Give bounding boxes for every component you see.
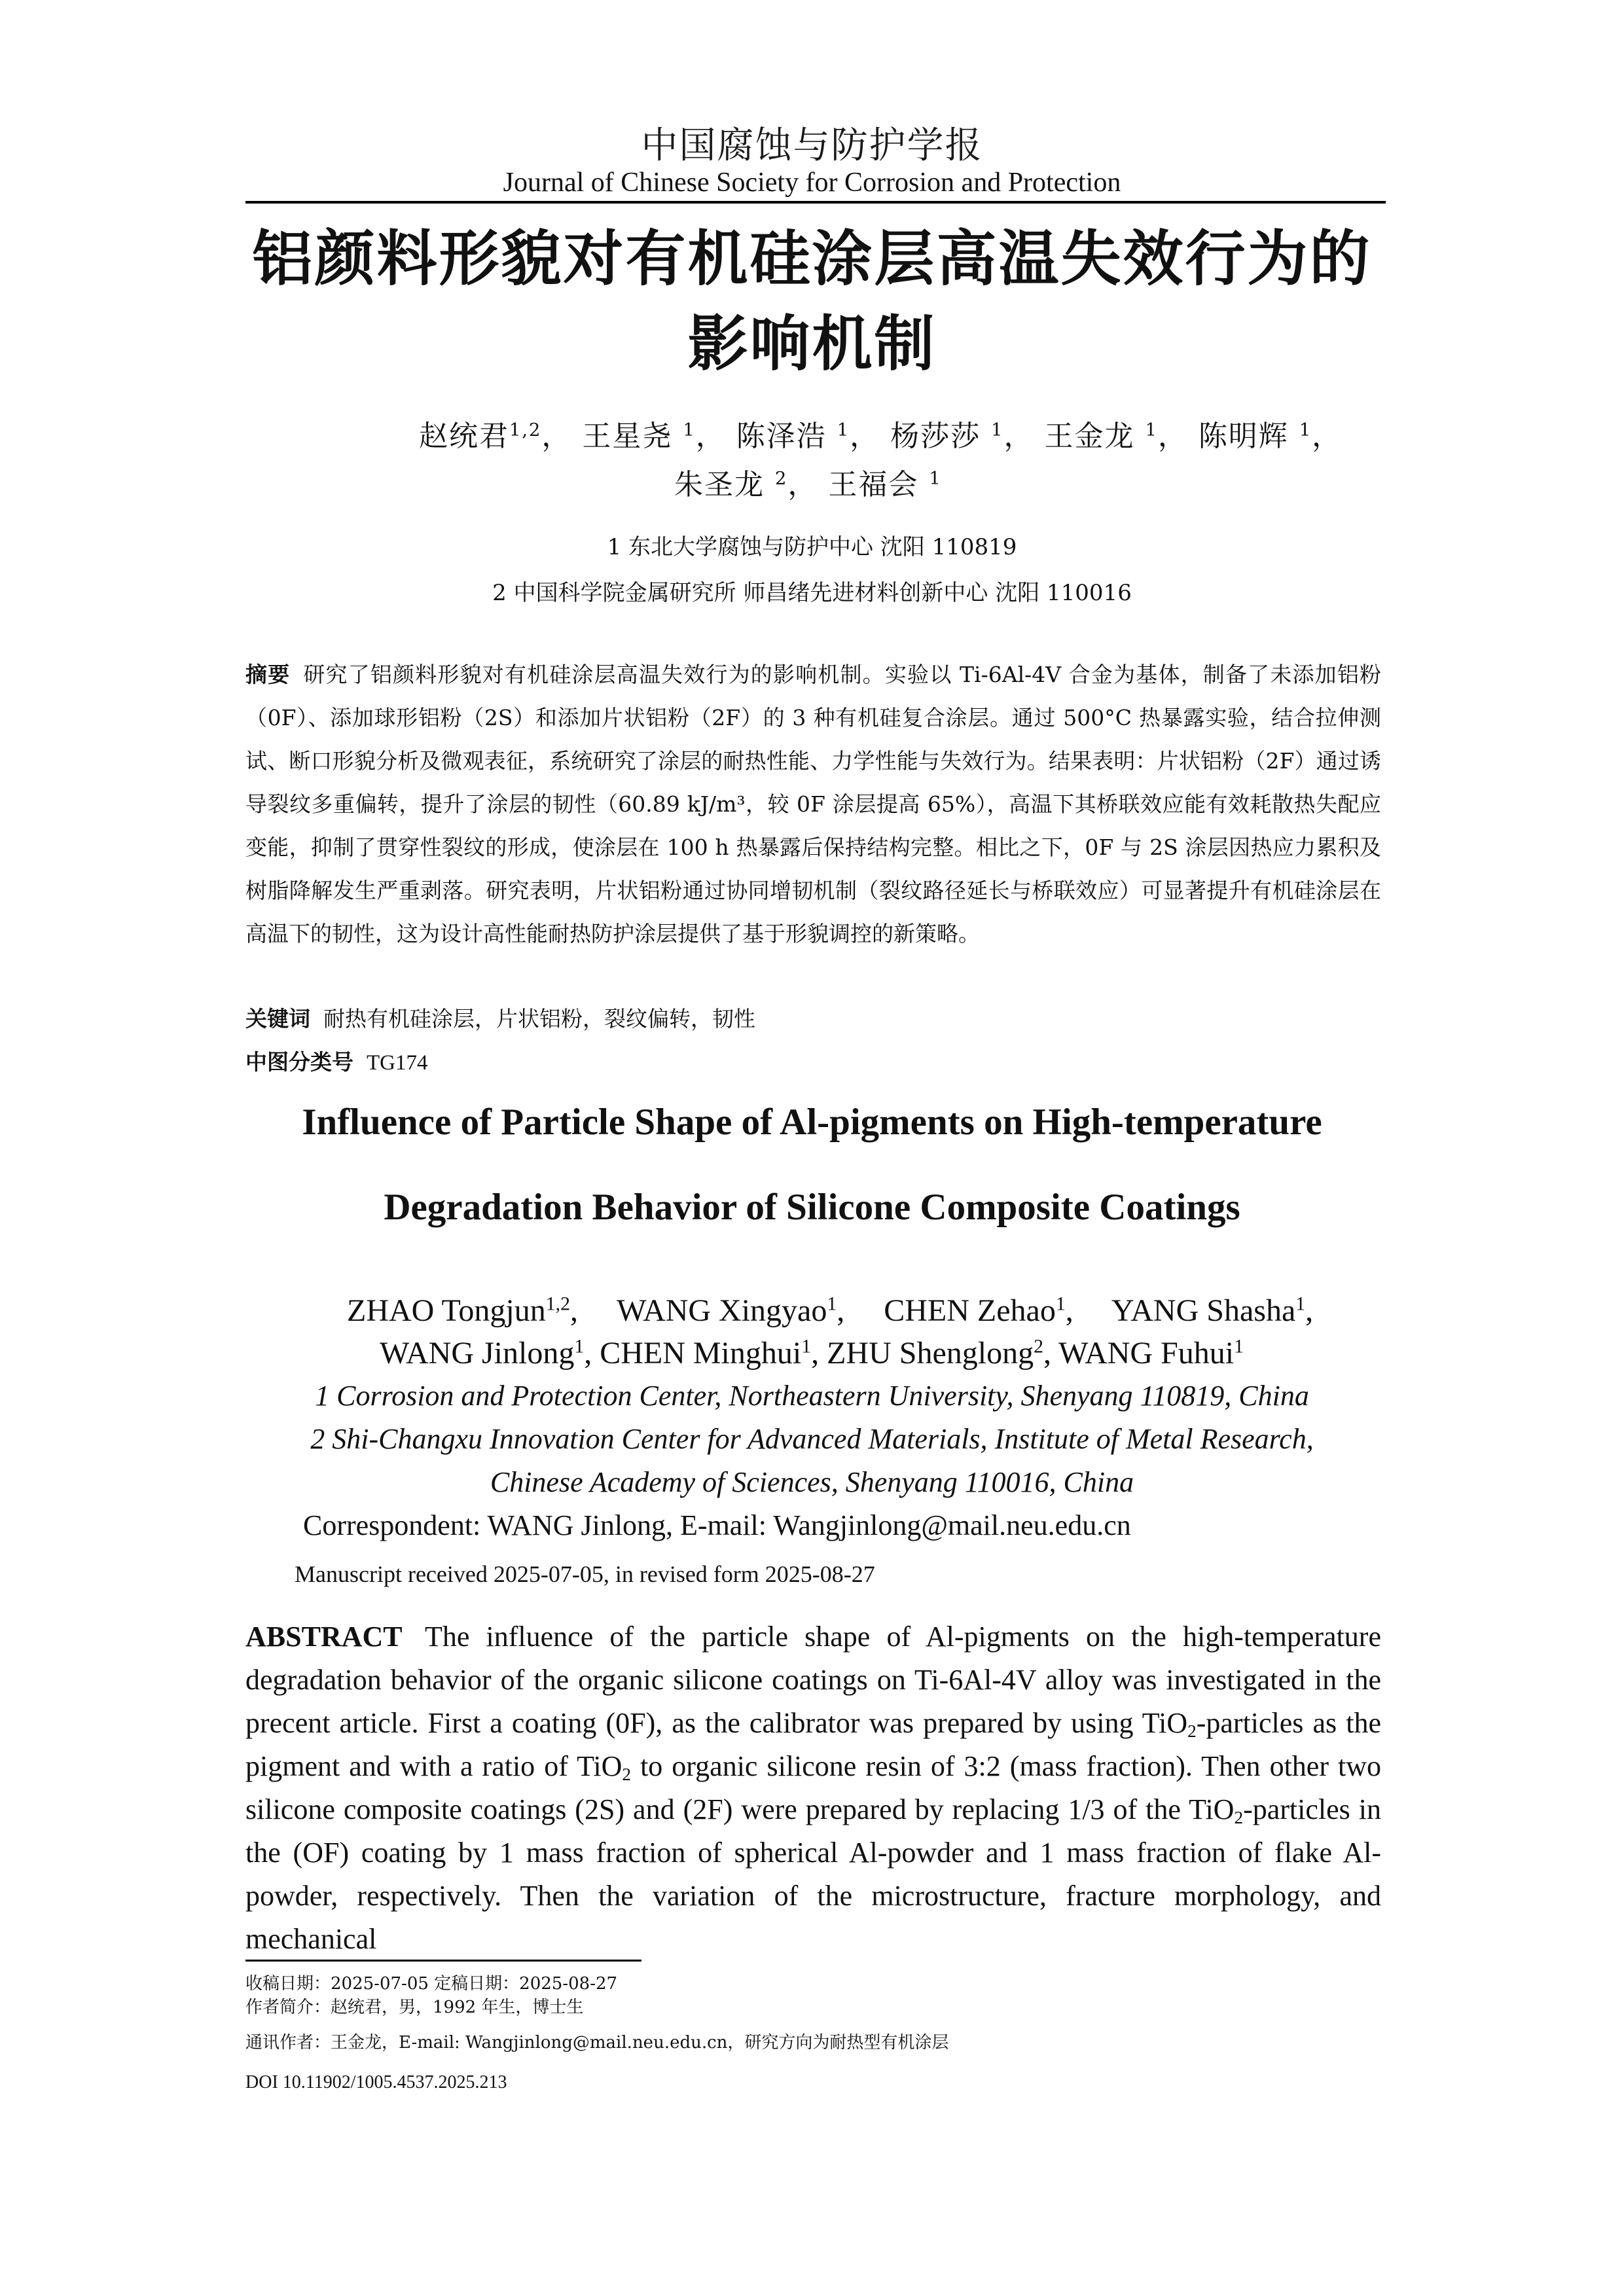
author-en: CHEN Minghui bbox=[600, 1336, 802, 1371]
author-en: ZHU Shenglong bbox=[827, 1336, 1034, 1371]
author-cn: 陈泽浩 bbox=[736, 420, 827, 453]
clc-number bbox=[245, 1041, 1381, 1085]
author-en: ZHAO Tongjun bbox=[347, 1293, 546, 1328]
author-affil-mark: 1 bbox=[683, 420, 696, 440]
author-affil-mark: 1 bbox=[1234, 1335, 1244, 1357]
author-affil-mark: 1 bbox=[801, 1335, 812, 1357]
abstract-en-text-1: The influence of the particle shape of Al-pigments on the high-temperature degradation behavior of the organic silicone coatings on Ti-6Al-4V alloy was investigated in the precent article. First a coating (0F), as the calibrator was prepared by using TiO bbox=[245, 1621, 1381, 1739]
title-cn-line-2: 影响机制 bbox=[687, 309, 937, 379]
abstract-en-text-3: to organic silicone resin of 3:2 (mass fraction). Then other two silicone composite coatings (2S) and (2F) were prepared by replacing 1/3 of the TiO bbox=[245, 1750, 1381, 1825]
authors-en-line-2: WANG Jinlong$^1$, CHEN Minghui$^1$, ZHU Shenglong$^2$, WANG Fuhui$^1$ bbox=[380, 1335, 1244, 1371]
author-affil-mark: 1 bbox=[929, 469, 942, 489]
subscript: 2 bbox=[622, 1764, 632, 1784]
clc-value: TG174 bbox=[367, 1051, 428, 1075]
journal-name-en: Journal of Chinese Society for Corrosion and Protection bbox=[503, 168, 1121, 198]
author-en: WANG Jinlong bbox=[380, 1336, 575, 1371]
author-cn: 王福会 bbox=[828, 468, 919, 501]
footnote-corresponding-author: 通讯作者：王金龙，E-mail: Wangjinlong@mail.neu.edu.cn，研究方向为耐热型有机涂层 bbox=[245, 2033, 949, 2053]
author-affil-mark: 1 bbox=[1055, 1293, 1066, 1315]
subscript: 2 bbox=[1187, 1721, 1197, 1741]
author-affil-mark: 1 bbox=[574, 1335, 585, 1357]
abstract-cn bbox=[245, 653, 1381, 956]
affiliation-cn-1: 1 东北大学腐蚀与防护中心 沈阳 110819 bbox=[607, 534, 1017, 560]
manuscript-dates: Manuscript received 2025-07-05, in revised form 2025-08-27 bbox=[295, 1561, 875, 1587]
authors-cn-line-1: 赵统君$^{1,2}$， 王星尧 $^1$， 陈泽浩 $^1$， 杨莎莎 $^1$， 王金龙 $^1$， 陈明辉 $^1$， bbox=[419, 420, 1343, 453]
keywords-cn-text: 耐热有机硅涂层，片状铝粉，裂纹偏转，韧性 bbox=[323, 1006, 755, 1031]
author-affil-mark: 1 bbox=[837, 420, 850, 440]
affiliation-en-2: 2 Shi-Changxu Innovation Center for Advanced Materials, Institute of Metal Research, bbox=[310, 1423, 1314, 1455]
authors-cn-line-2: 朱圣龙 $^2$， 王福会 $^1$ bbox=[674, 468, 942, 501]
affiliation-cn-2: 2 中国科学院金属研究所 师昌绪先进材料创新中心 沈阳 110016 bbox=[492, 580, 1132, 606]
keywords-cn-label: 关键词 bbox=[245, 1006, 310, 1031]
clc-label: 中图分类号 bbox=[245, 1049, 353, 1075]
author-cn: 陈明辉 bbox=[1198, 420, 1289, 453]
abstract-cn-text: 研究了铝颜料形貌对有机硅涂层高温失效行为的影响机制。实验以 Ti-6Al-4V 合金为基体，制备了未添加铝粉（0F）、添加球形铝粉（2S）和添加片状铝粉（2F）的 3 种有机硅复合涂层。通过 500°C 热暴露实验，结合拉伸测试、断口形貌分析及微观表征，系统研究了涂层的耐热性能、力学性能与失效行为。结果表明：片状铝粉（2F）通过诱导裂纹多重偏转，提升了涂层的韧性（60.89 kJ/m³，较 0F 涂层提高 65%），高温下其桥联效应能有效耗散热失配应变能，抑制了贯穿性裂纹的形成，使涂层在 100 h 热暴露后保持结构完整。相比之下，0F 与 2S 涂层因热应力累积及树脂降解发生严重剥落。研究表明，片状铝粉通过协同增韧机制（裂纹路径延长与桥联效应）可显著提升有机硅涂层在高温下的韧性，这为设计高性能耐热防护涂层提供了基于形貌调控的新策略。 bbox=[245, 662, 1382, 946]
author-en: WANG Fuhui bbox=[1058, 1336, 1235, 1371]
abstract-en-label: ABSTRACT bbox=[245, 1621, 403, 1653]
author-affil-mark: 1 bbox=[1145, 420, 1158, 440]
header-divider bbox=[245, 201, 1386, 204]
author-affil-mark: 1 bbox=[1299, 420, 1312, 440]
correspondent-line: Correspondent: WANG Jinlong, E-mail: Wangjinlong@mail.neu.edu.cn bbox=[303, 1509, 1131, 1541]
author-cn: 赵统君 bbox=[419, 420, 509, 453]
authors-en-line-1: ZHAO Tongjun$^{1,2}$, WANG Xingyao$^1$, CHEN Zehao$^1$, YANG Shasha$^1$, bbox=[347, 1293, 1314, 1328]
footnote-divider bbox=[245, 1960, 641, 1962]
author-en: CHEN Zehao bbox=[884, 1293, 1056, 1328]
author-en: WANG Xingyao bbox=[617, 1293, 827, 1328]
author-affil-mark: 2 bbox=[1034, 1335, 1043, 1357]
author-affil-mark: 1,2 bbox=[509, 420, 542, 440]
title-cn-line-1: 铝颜料形貌对有机硅涂层高温失效行为的 bbox=[252, 224, 1372, 294]
author-affil-mark: 1 bbox=[991, 420, 1004, 440]
footnote-author-bio: 作者简介：赵统君，男，1992 年生，博士生 bbox=[245, 1998, 584, 2017]
author-cn: 王星尧 bbox=[582, 420, 673, 453]
title-en-line-1: Influence of Particle Shape of Al-pigments on High-temperature bbox=[302, 1102, 1322, 1143]
author-en: YANG Shasha bbox=[1111, 1293, 1296, 1328]
doi: DOI 10.11902/1005.4537.2025.213 bbox=[245, 2072, 507, 2092]
keywords-cn bbox=[245, 997, 1381, 1041]
author-cn: 朱圣龙 bbox=[674, 468, 765, 501]
abstract-en-text-4: -particles in the (OF) coating by 1 mass fraction of spherical Al-powder and 1 mass fraction of flake Al-powder, respectively. Then the variation of the microstructure, fracture morphology, and mechanical bbox=[245, 1793, 1381, 1955]
affiliation-en-3: Chinese Academy of Sciences, Shenyang 110016, China bbox=[490, 1466, 1134, 1498]
subscript: 2 bbox=[1234, 1807, 1244, 1827]
journal-name-cn: 中国腐蚀与防护学报 bbox=[641, 124, 983, 167]
abstract-en-text-2: -particles as the pigment and with a ratio of TiO bbox=[245, 1707, 1381, 1782]
author-affil-mark: 1 bbox=[827, 1293, 837, 1315]
author-affil-mark: 1,2 bbox=[545, 1293, 570, 1315]
footnote-received-dates: 收稿日期：2025-07-05 定稿日期：2025-08-27 bbox=[245, 1974, 618, 1994]
author-affil-mark: 2 bbox=[775, 469, 788, 489]
affiliation-en-1: 1 Corrosion and Protection Center, Northeastern University, Shenyang 110819, China bbox=[315, 1380, 1309, 1412]
author-cn: 杨莎莎 bbox=[890, 420, 981, 453]
title-en-line-2: Degradation Behavior of Silicone Composite Coatings bbox=[384, 1187, 1240, 1228]
author-cn: 王金龙 bbox=[1044, 420, 1135, 453]
abstract-cn-label: 摘要 bbox=[245, 662, 291, 687]
author-affil-mark: 1 bbox=[1295, 1293, 1306, 1315]
abstract-en bbox=[245, 1615, 1381, 1961]
